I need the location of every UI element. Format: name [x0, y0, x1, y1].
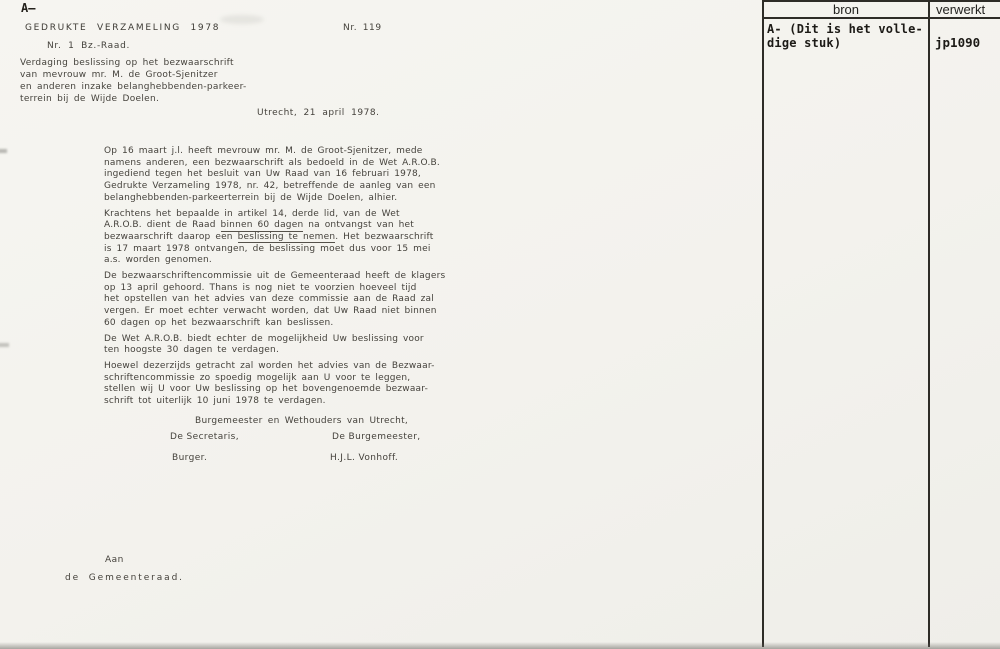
document-subnumber: Nr. 1 Bz.-Raad. [47, 41, 131, 51]
text-line: van mevrouw mr. M. de Groot-Sjenitzer [20, 70, 218, 80]
text-line: bezwaarschrift daarop een beslissing te nemen. Het bezwaarschrift [104, 231, 434, 242]
document-number: Nr. 119 [343, 23, 382, 33]
text-line: a.s. worden genomen. [104, 255, 212, 266]
column-header-bron: bron [832, 2, 860, 17]
series-title: GEDRUKTE VERZAMELING 1978 [25, 23, 221, 33]
text-line: belanghebbenden-parkeerterrein bij de Wijde Doelen, alhier. [104, 192, 398, 203]
subject-block [20, 57, 247, 105]
table-left-border [762, 0, 764, 647]
text-line: schriftencommissie zo spoedig mogelijk aan U voor te leggen, [104, 372, 411, 383]
addressee-line2: de Gemeenteraad. [65, 573, 184, 583]
text-line: De bezwaarschriftencommissie uit de Gemeenteraad heeft de klagers [104, 271, 446, 282]
bron-annotation [767, 22, 923, 50]
letter-body [104, 146, 445, 408]
text-line: A- (Dit is het volle- [767, 22, 923, 36]
signature-right-name: H.J.L. Vonhoff. [330, 453, 399, 463]
signature-right-role: De Burgemeester, [332, 432, 421, 442]
paragraph [104, 361, 445, 408]
paragraph [104, 209, 445, 268]
text-line: terrein bij de Wijde Doelen. [20, 94, 160, 104]
paragraph [104, 271, 445, 330]
text-line: Gedrukte Verzameling 1978, nr. 42, betreffende de aanleg van een [104, 181, 436, 192]
text-line: vergen. Er moet echter verwacht worden, dat Uw Raad niet binnen [104, 306, 437, 317]
table-column-divider [928, 0, 930, 647]
text-line: schrift tot uiterlijk 10 juni 1978 te verdagen. [104, 396, 326, 407]
text-line: ingediend tegen het besluit van Uw Raad van 16 februari 1978, [104, 169, 421, 180]
text-line: stellen wij U voor Uw beslissing op het bovengenoemde bezwaar- [104, 384, 429, 395]
paragraph [104, 334, 445, 357]
text-line: 60 dagen op het bezwaarschrift kan beslissen. [104, 317, 334, 328]
table-header-separator [762, 17, 1000, 19]
underlined-phrase: beslissing te nemen [237, 231, 336, 242]
text-line: het opstellen van het advies van deze commissie aan de Raad zal [104, 294, 434, 305]
scan-smudge [0, 149, 7, 153]
corner-file-mark: A— [21, 1, 36, 15]
text-line: namens anderen, een bezwaarschrift als bedoeld in de Wet A.R.O.B. [104, 157, 440, 168]
signature-left-role: De Secretaris, [170, 432, 239, 442]
underlined-phrase: binnen 60 dagen [220, 220, 304, 231]
signature-left-name: Burger. [172, 453, 208, 463]
text-line: A.R.O.B. dient de Raad binnen 60 dagen na ontvangst van het [104, 220, 414, 231]
verwerkt-annotation: jp1090 [935, 35, 981, 50]
dateline: Utrecht, 21 april 1978. [257, 108, 380, 118]
text-line: Verdaging beslissing op het bezwaarschrift [20, 58, 234, 68]
signature-org: Burgemeester en Wethouders van Utrecht, [195, 416, 409, 426]
text-line: Op 16 maart j.l. heeft mevrouw mr. M. de Groot-Sjenitzer, mede [104, 146, 423, 156]
text-line: ten hoogste 30 dagen te verdagen. [104, 345, 280, 356]
text-line: en anderen inzake belanghebbenden-parkeer- [20, 82, 247, 92]
text-line: Krachtens het bepaalde in artikel 14, derde lid, van de Wet [104, 208, 400, 219]
scan-bottom-edge [0, 642, 1000, 649]
text-line: Hoewel dezerzijds getracht zal worden het advies van de Bezwaar- [104, 360, 435, 371]
scan-smudge [0, 343, 9, 347]
text-line: De Wet A.R.O.B. biedt echter de mogelijkheid Uw beslissing voor [104, 333, 424, 344]
column-header-verwerkt: verwerkt [936, 2, 986, 17]
paragraph [104, 146, 445, 205]
text-line: op 13 april gehoord. Thans is nog niet te voorzien hoeveel tijd [104, 282, 417, 293]
addressee-line1: Aan [105, 555, 124, 565]
text-line: dige stuk) [767, 36, 842, 50]
text-line: is 17 maart 1978 ontvangen, de beslissing moet dus voor 15 mei [104, 243, 431, 254]
scan-smudge [220, 15, 264, 24]
